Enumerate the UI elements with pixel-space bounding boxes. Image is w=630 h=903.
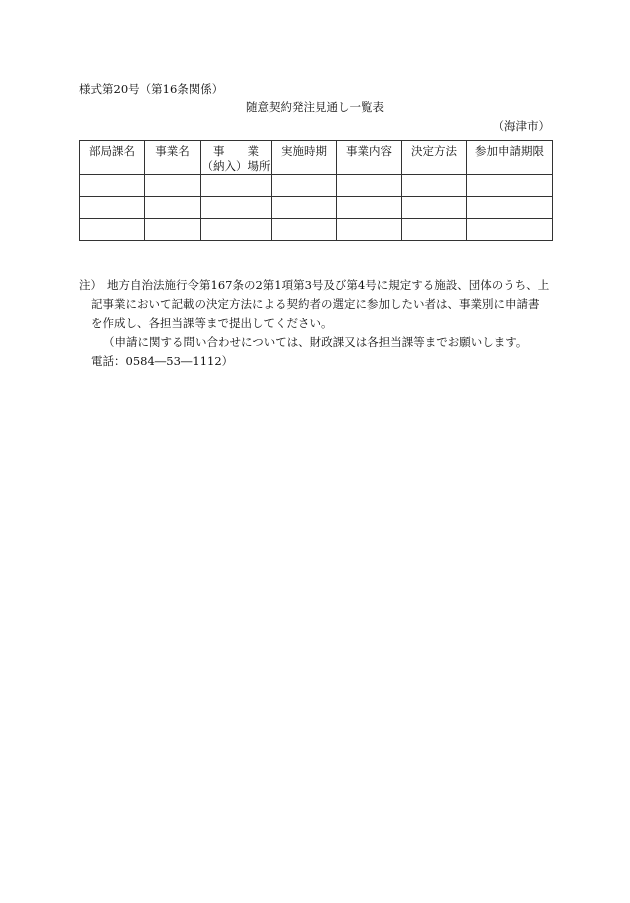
table-cell [337, 197, 402, 219]
table-cell [402, 197, 467, 219]
table-cell [467, 197, 553, 219]
header-location-top-left: 事 [213, 144, 225, 158]
form-number-label: 様式第20号（第16条関係） [79, 82, 224, 96]
note-line-4: （申請に関する問い合わせについては、財政課又は各担当課等までお願いします。 [103, 335, 528, 349]
table-row [80, 175, 553, 197]
table-cell [80, 197, 145, 219]
table-cell [145, 197, 201, 219]
header-period: 実施時期 [272, 141, 337, 175]
header-content: 事業内容 [337, 141, 402, 175]
note-line-2: 記事業において記載の決定方法による契約者の選定に参加したい者は、事業別に申請書 [91, 297, 540, 311]
table-cell [80, 219, 145, 241]
note-line-3: を作成し、各担当課等まで提出してください。 [91, 316, 333, 330]
table-cell [467, 175, 553, 197]
table-cell [201, 175, 272, 197]
table-row [80, 197, 553, 219]
table-cell [402, 175, 467, 197]
header-project: 事業名 [145, 141, 201, 175]
table-cell [201, 219, 272, 241]
header-method: 決定方法 [402, 141, 467, 175]
table-header-row [80, 141, 553, 175]
table-cell [337, 175, 402, 197]
note-line-1: 地方自治法施行令第167条の2第1項第3号及び第4号に規定する施設、団体のうち、上 [107, 278, 550, 292]
issuer-label: （海津市） [492, 119, 550, 133]
application-note [79, 276, 552, 371]
table-cell [272, 197, 337, 219]
table-row [80, 219, 553, 241]
contract-plan-table [79, 140, 553, 241]
note-first-row [79, 276, 552, 295]
table-cell [402, 219, 467, 241]
header-dept: 部局課名 [80, 141, 145, 175]
header-location-top-right: 業 [247, 144, 259, 158]
table-cell [145, 175, 201, 197]
table-cell [272, 219, 337, 241]
header-deadline: 参加申請期限 [467, 141, 553, 175]
table-cell [80, 175, 145, 197]
header-location [201, 141, 272, 175]
document-title: 随意契約発注見通し一覧表 [246, 100, 384, 114]
header-location-bottom: （納入）場所 [201, 159, 271, 173]
table-cell [201, 197, 272, 219]
table-cell [337, 219, 402, 241]
header-location-top [201, 144, 271, 159]
table-cell [467, 219, 553, 241]
note-mark: 注） [79, 278, 102, 292]
table-cell [145, 219, 201, 241]
table-cell [272, 175, 337, 197]
note-line-5: 電話：0584―53―1112） [91, 354, 234, 368]
